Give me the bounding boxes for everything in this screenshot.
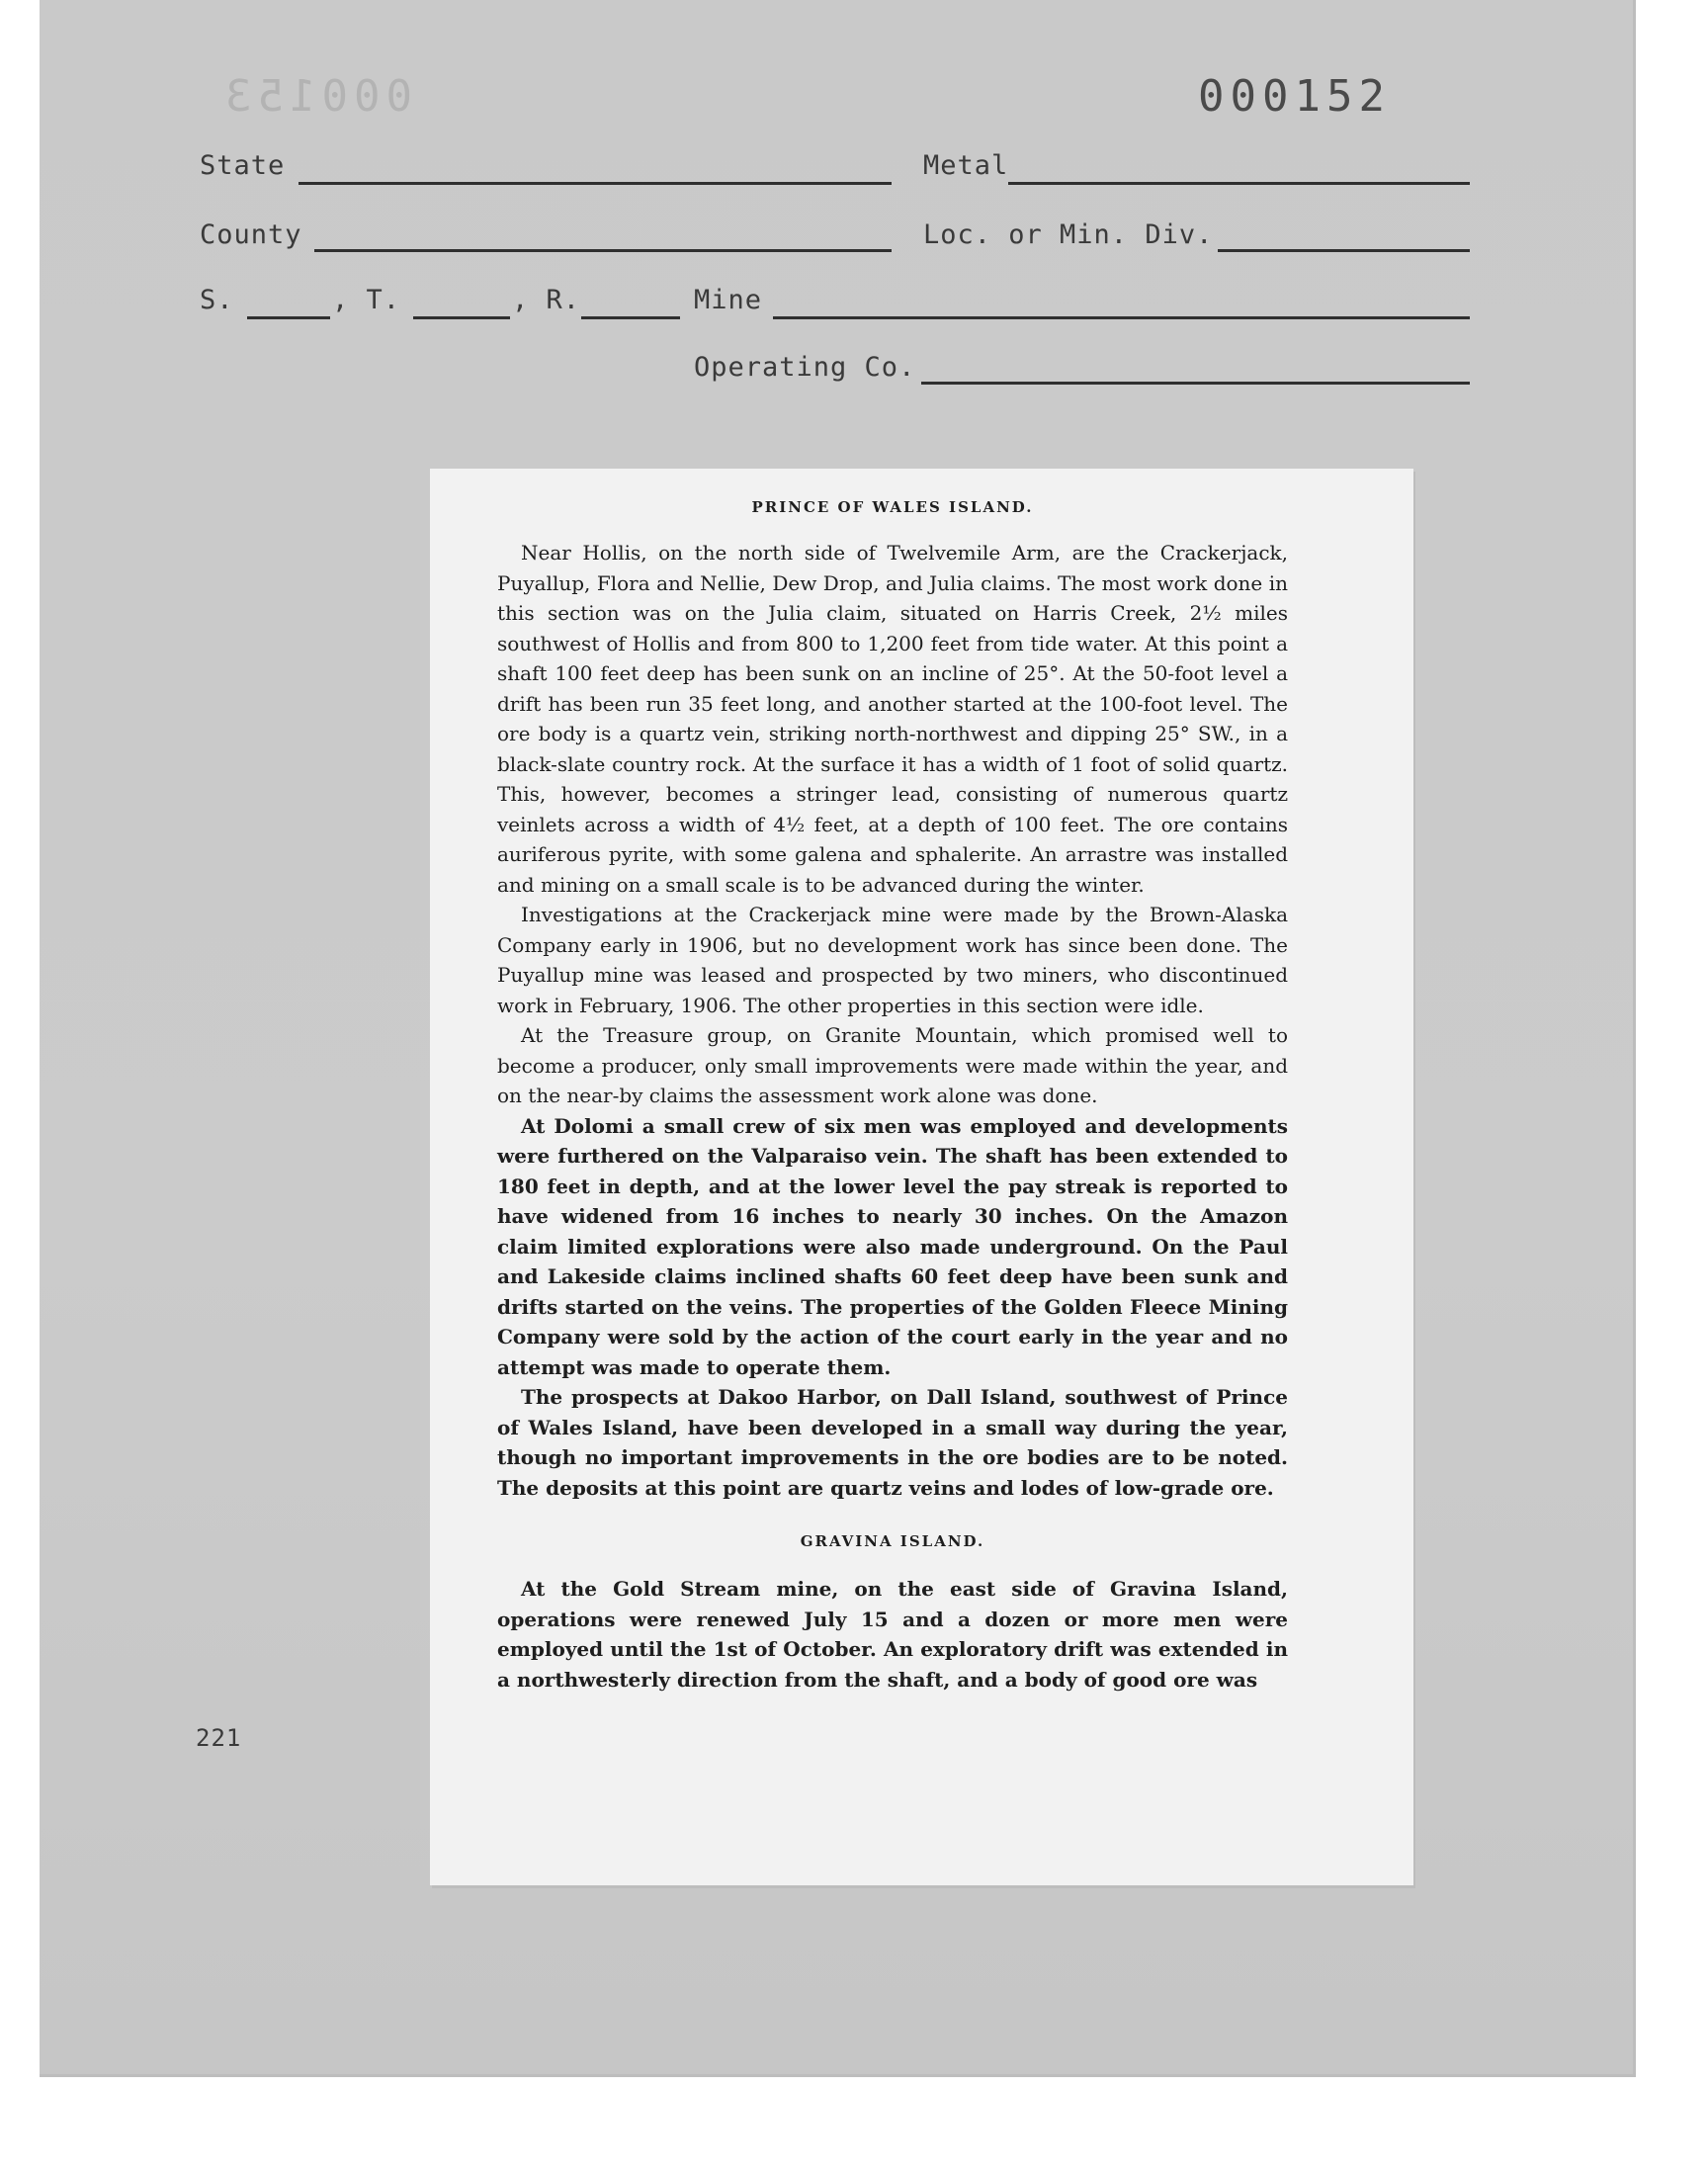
document-number: 000152: [1198, 71, 1391, 122]
loc-field-line[interactable]: [1218, 249, 1470, 252]
page-number: 221: [196, 1724, 242, 1752]
section-field-line[interactable]: [247, 316, 330, 319]
clipping-column: [497, 488, 1288, 1695]
loc-label: Loc. or Min. Div.: [923, 219, 1214, 250]
paragraph: At the Treasure group, on Granite Mountain, which promised well to become a producer, only small improvements were made within the year, and on the near-by claims the assessment work alone was done.: [497, 1023, 1288, 1107]
mine-field-line[interactable]: [773, 316, 1470, 319]
paragraph: At Dolomi a small crew of six men was employed and developments were furthered on the Valparaiso vein. The shaft has been extended to 180 feet in depth, and at the lower level the pay streak is reported to have widened from 16 inches to nearly 30 inches. On the Amazon claim limited explorations were also made underground. On the Paul and Lakeside claims inclined shafts 60 feet deep have been sunk and drifts started on the veins. The properties of the Golden Fleece Mining Company were sold by the action of the court early in the year and no attempt was made to operate them.: [497, 1113, 1288, 1379]
ghost-document-number: 000153: [219, 71, 412, 122]
record-card: [40, 0, 1636, 2077]
section-heading-gravina: GRAVINA ISLAND.: [800, 1532, 985, 1550]
operating-co-label: Operating Co.: [694, 352, 916, 383]
mine-label: Mine: [694, 285, 763, 315]
report-clipping: [430, 469, 1413, 1885]
range-label: , R.: [512, 285, 581, 315]
paragraph: The prospects at Dakoo Harbor, on Dall Island, southwest of Prince of Wales Island, have been developed in a small way during the year, though no important improvements in the ore bodies are to be noted. The deposits at this point are quartz veins and lodes of low-grade ore.: [497, 1385, 1288, 1500]
section-label: S.: [200, 285, 234, 315]
section-heading-prince-of-wales: PRINCE OF WALES ISLAND.: [751, 498, 1034, 516]
state-field-line[interactable]: [299, 182, 892, 185]
paragraph: Near Hollis, on the north side of Twelvemile Arm, are the Crackerjack, Puyallup, Flora and Nellie, Dew Drop, and Julia claims. The most work done in this section was on the Julia claim, situated on Harris Creek, 2½ miles southwest of Hollis and from 800 to 1,200 feet from tide water. At this point a shaft 100 feet deep has been sunk on an incline of 25°. At the 50-foot level a drift has been run 35 feet long, and another started at the 100-foot level. The ore body is a quartz vein, striking north-northwest and dipping 25° SW., in a black-slate country rock. At the surface it has a width of 1 foot of solid quartz. This, however, becomes a stringer lead, consisting of numerous quartz veinlets across a width of 4½ feet, at a depth of 100 feet. The ore contains auriferous pyrite, with some galena and sphalerite. An arrastre was installed and mining on a small scale is to be advanced during the winter.: [497, 541, 1288, 897]
range-field-line[interactable]: [581, 316, 680, 319]
metal-field-line[interactable]: [1008, 182, 1470, 185]
state-label: State: [200, 150, 286, 181]
paragraph: Investigations at the Crackerjack mine were made by the Brown-Alaska Company early in 1906, but no development work has since been done. The Puyallup mine was leased and prospected by two miners, who discontinued work in February, 1906. The other properties in this section were idle.: [497, 903, 1288, 1017]
paragraph: At the Gold Stream mine, on the east side of Gravina Island, operations were renewed July 15 and a dozen or more men were employed until the 1st of October. An exploratory drift was extended in a northwesterly direction from the shaft, and a body of good ore was: [497, 1577, 1288, 1692]
county-field-line[interactable]: [314, 249, 892, 252]
metal-label: Metal: [923, 150, 1009, 181]
township-label: , T.: [332, 285, 401, 315]
county-label: County: [200, 219, 302, 250]
township-field-line[interactable]: [413, 316, 510, 319]
operating-co-field-line[interactable]: [921, 382, 1470, 385]
